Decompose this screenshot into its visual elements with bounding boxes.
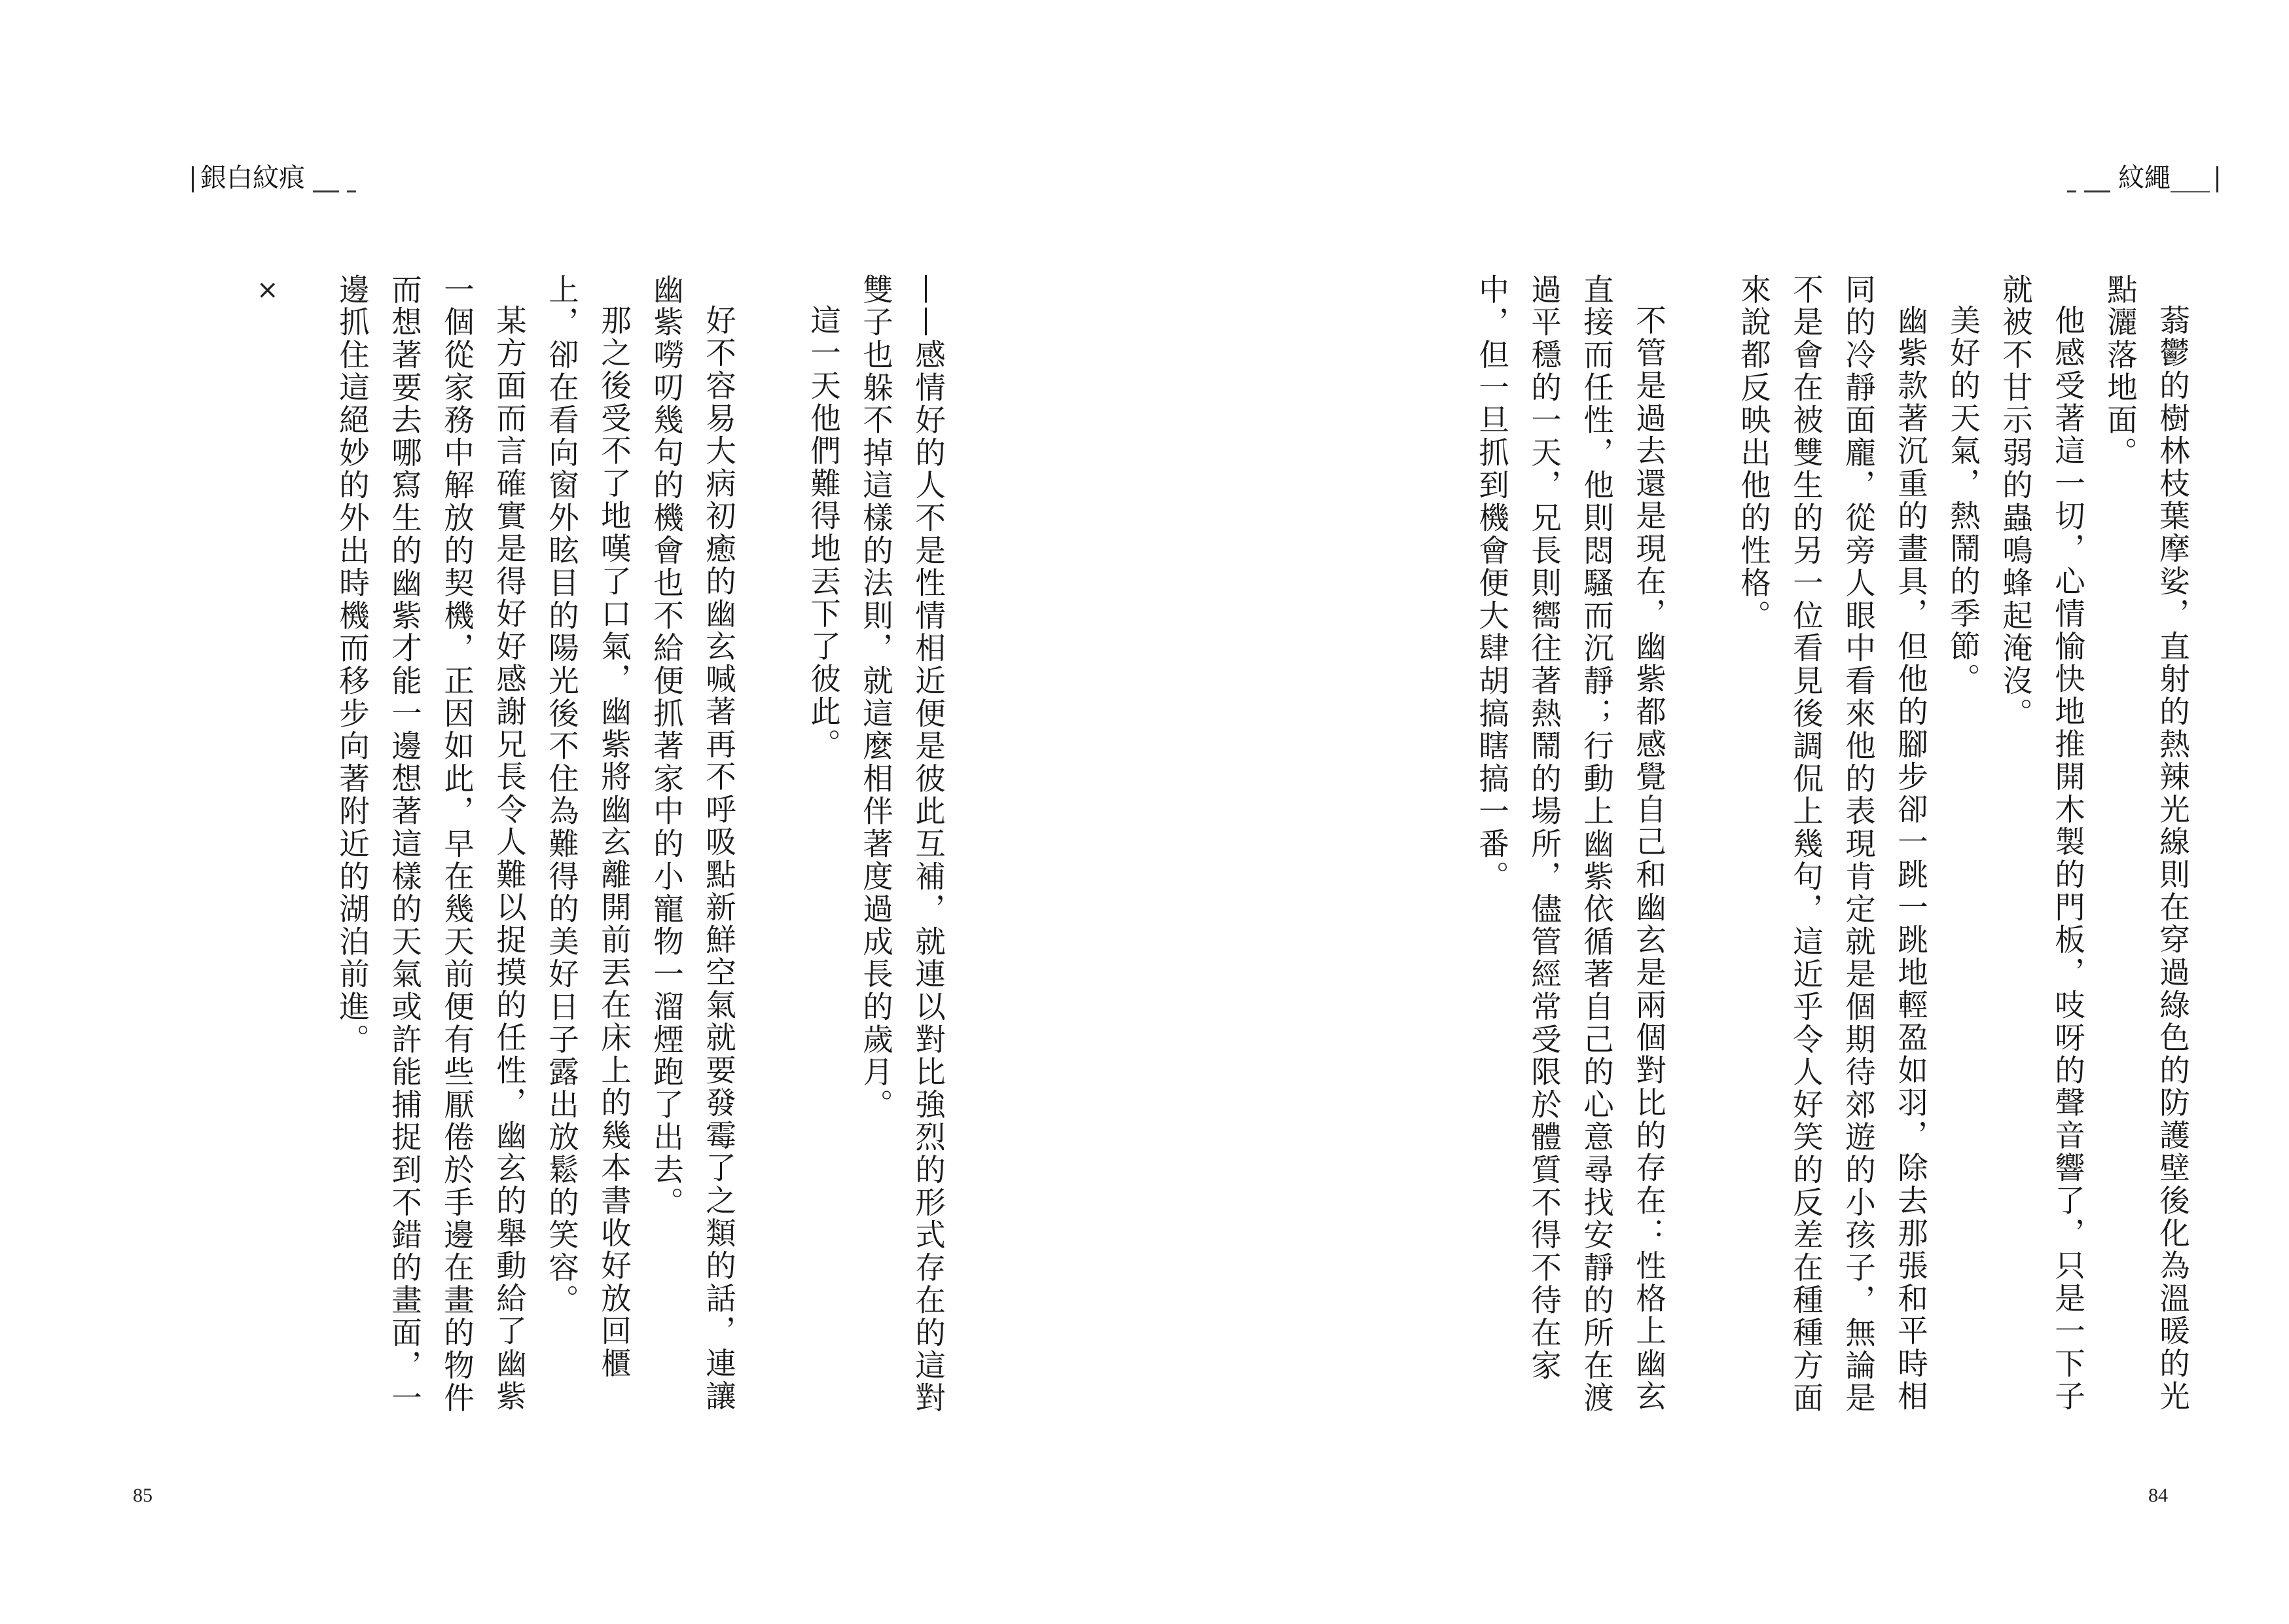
right-page xyxy=(1144,0,2289,1624)
paragraph: 這一天他們難得地丟下了彼此。 xyxy=(806,304,841,761)
running-head-bar xyxy=(192,166,194,192)
paragraph: 蓊鬱的樹林枝葉摩娑，直射的熱辣光線則在穿過綠色的防護壁後化為溫暖的光點灑落地面。 xyxy=(2102,274,2190,1413)
paragraph: 美好的天氣，熱鬧的季節。 xyxy=(1945,304,1981,696)
right-page-body xyxy=(1217,274,2199,1426)
paragraph: 好不容易大病初癒的幽玄喊著再不呼吸點新鮮空氣就要發霉了之類的話，連讓幽紫嘮叨幾句的機會也不給便抓著家中的小寵物一溜煙跑了出去。 xyxy=(649,274,736,1413)
paragraph: 幽紫款著沉重的畫具，但他的腳步卻一跳一跳地輕盈如羽，除去那張和平時相同的冷靜面龐，從旁人眼中看來他的表現肯定就是個期待郊遊的小孩子，無論是不是會在被雙生的另一位看見後調侃上幾句，這近乎令人好笑的反差在種種方面來說都反映出他的性格。 xyxy=(1736,274,1928,1415)
running-head-left xyxy=(192,161,360,192)
paragraph: 那之後受不了地嘆了口氣，幽紫將幽玄離開前丟在床上的幾本書收好放回櫃上，卻在看向窗外眩目的陽光後不住為難得的美好日子露出放鬆的笑容。 xyxy=(544,274,632,1380)
running-head-title-right: 紋繩 xyxy=(2118,163,2171,193)
left-page xyxy=(0,0,1144,1624)
left-page-body xyxy=(38,274,954,1426)
running-head-title-left: 銀白紋痕 xyxy=(200,163,305,193)
paragraph: 不管是過去還是現在，幽紫都感覺自己和幽玄是兩個對比的存在：性格上幽玄直接而任性，他則悶騷而沉靜；行動上幽紫依循著自己的心意尋找安靜的所在渡過平穩的一天，兄長則嚮往著熱鬧的場所，儘管經常受限於體質不得不待在家中，但一旦抓到機會便大肆胡搞瞎搞一番。 xyxy=(1474,274,1667,1415)
running-head-rule xyxy=(2171,191,2210,192)
page-number-right: 84 xyxy=(2148,1485,2168,1506)
end-mark: × xyxy=(257,275,279,305)
paragraph: 他感受著這一切，心情愉快地推開木製的門板，吱呀的聲音響了，只是一下子就被不甘示弱的蟲鳴蜂起淹沒。 xyxy=(1998,274,2085,1413)
running-head-right xyxy=(2063,161,2218,192)
running-head-dashes xyxy=(309,164,360,192)
page-number-left: 85 xyxy=(133,1485,153,1506)
paragraph: 某方面而言確實是得好好感謝兄長令人難以捉摸的任性，幽玄的舉動給了幽紫一個從家務中解放的契機，正因如此，早在幾天前便有些厭倦於手邊在畫的物件而想著要去哪寫生的幽紫才能一邊想著這樣的天氣或許能捕捉到不錯的畫面，一邊抓住這絕妙的外出時機而移步向著附近的湖泊前進。 xyxy=(334,274,527,1415)
running-head-dashes xyxy=(2063,164,2114,192)
paragraph: ——感情好的人不是性情相近便是彼此互補，就連以對比強烈的形式存在的這對雙子也躲不掉這樣的法則，就這麼相伴著度過成長的歲月。 xyxy=(858,274,946,1415)
running-head-bar xyxy=(2216,166,2218,192)
